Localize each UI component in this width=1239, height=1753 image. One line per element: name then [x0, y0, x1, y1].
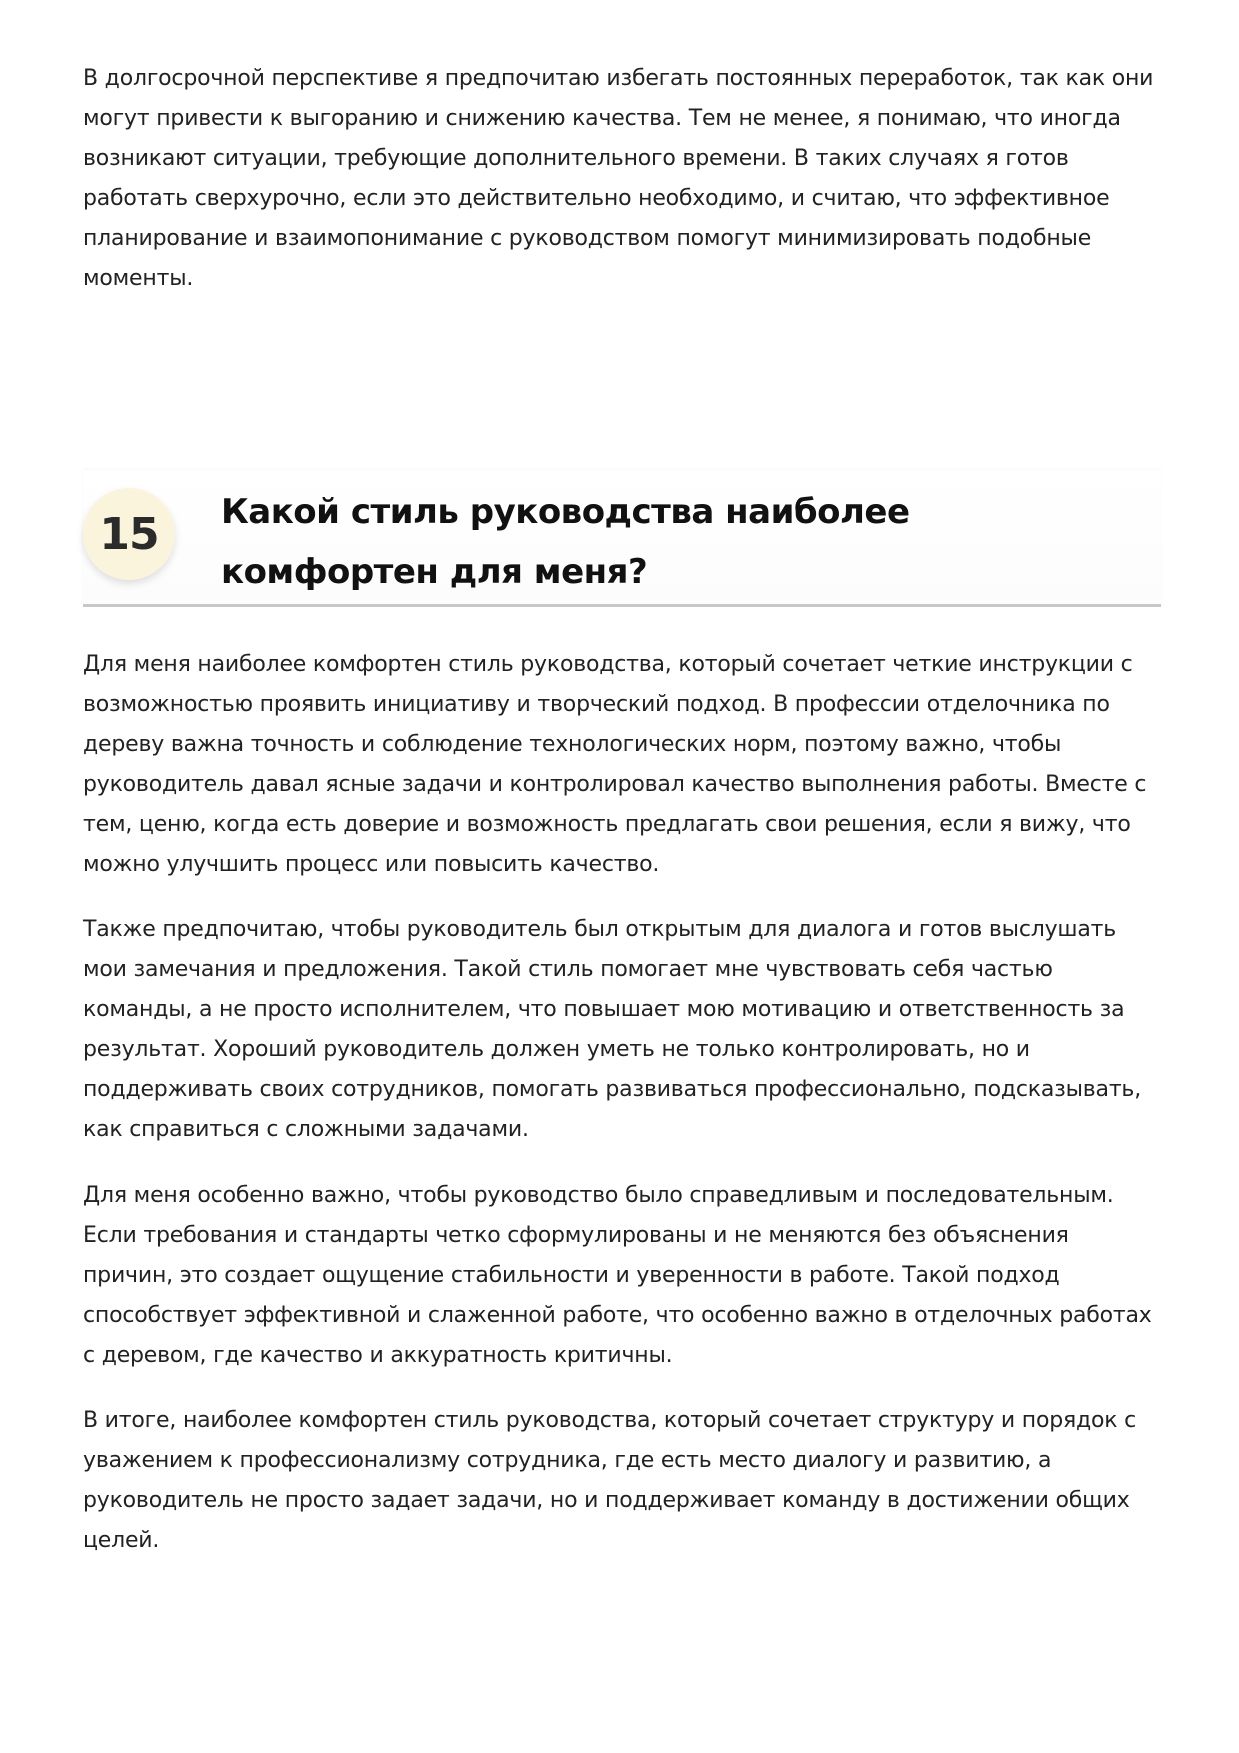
answer-paragraph: Для меня наиболее комфортен стиль руководства, который сочетает четкие инструкции с возможностью проявить инициативу и творческий подход. В профессии отделочника по дереву важна точность и соблюдение технологических норм, поэтому важно, чтобы руководитель давал ясные задачи и контролировал качество выполнения работы. Вместе с тем, ценю, когда есть доверие и возможность предлагать свои решения, если я вижу, что можно улучшить процесс или повысить качество. [83, 652, 1147, 877]
question-header [83, 470, 1161, 607]
answer-paragraph: Для меня особенно важно, чтобы руководство было справедливым и последовательным. Если требования и стандарты четко сформулированы и не меняются без объяснения причин, это создает ощущение стабильности и уверенности в работе. Такой подход способствует эффективной и слаженной работе, что особенно важно в отделочных работах с деревом, где качество и аккуратность критичны. [83, 1183, 1152, 1368]
intro-paragraph: В долгосрочной перспективе я предпочитаю избегать постоянных переработок, так как они могут привести к выгоранию и снижению качества. Тем не менее, я понимаю, что иногда возникают ситуации, требующие дополнительного времени. В таких случаях я готов работать сверхурочно, если это действительно необходимо, и считаю, что эффективное планирование и взаимопонимание с руководством помогут минимизировать подобные моменты. [83, 66, 1154, 291]
question-number-badge: 15 [83, 488, 175, 580]
answer-paragraph: Также предпочитаю, чтобы руководитель был открытым для диалога и готов выслушать мои замечания и предложения. Такой стиль помогает мне чувствовать себя частью команды, а не просто исполнителем, что повышает мою мотивацию и ответственность за результат. Хороший руководитель должен уметь не только контролировать, но и поддерживать своих сотрудников, помогать развиваться профессионально, подсказывать, как справиться с сложными задачами. [83, 917, 1141, 1142]
answer-paragraph: В итоге, наиболее комфортен стиль руководства, который сочетает структуру и порядок с уважением к профессионализму сотрудника, где есть место диалогу и развитию, а руководитель не просто задает задачи, но и поддерживает команду в достижении общих целей. [83, 1408, 1137, 1553]
question-title: Какой стиль руководства наиболее комфортен для меня? [221, 492, 910, 592]
